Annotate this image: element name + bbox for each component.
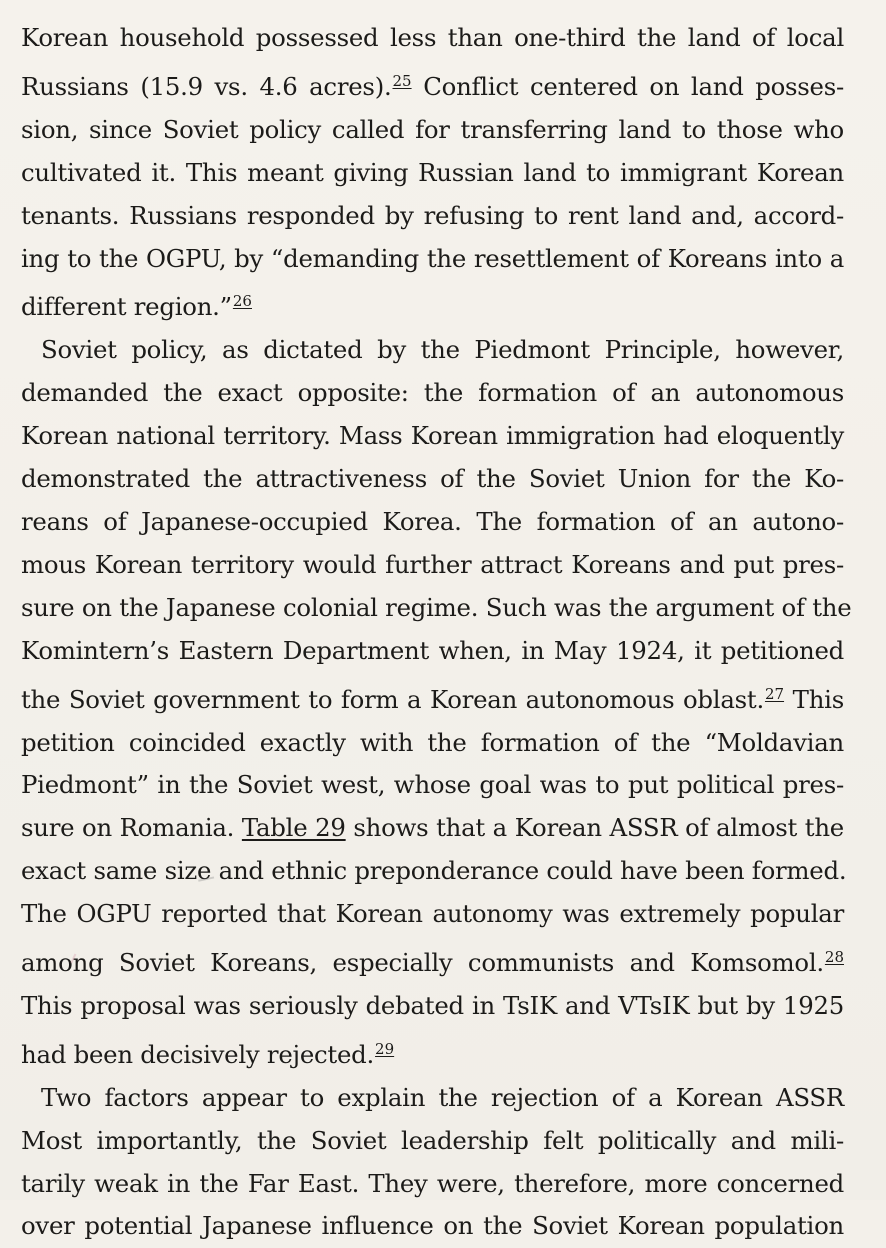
- text-line: exact same size and ethnic preponderance could have been formed.: [21, 856, 847, 886]
- text-segment: sure on Romania.: [21, 813, 242, 843]
- paragraph-1: [21, 17, 844, 329]
- text-line: reans of Japanese-occupied Korea. The formation of an autono-: [21, 506, 844, 536]
- text-line: [21, 1028, 844, 1077]
- paragraph-2: [21, 329, 852, 1076]
- footnote-ref-26[interactable]: 26: [232, 292, 252, 311]
- text-line: demanded the exact opposite: the formation of an autonomous: [21, 378, 844, 408]
- text-segment: different region.”: [21, 292, 232, 322]
- text-line: over potential Japanese influence on the Soviet Korean population: [21, 1211, 844, 1241]
- text-segment: Russians (15.9 vs. 4.6 acres).: [21, 71, 392, 101]
- text-line: [21, 280, 844, 329]
- text-line: Komintern’s Eastern Department when, in May 1924, it petitioned: [21, 635, 844, 665]
- text-segment: shows that a Korean ASSR of almost the: [345, 813, 844, 843]
- footnote-ref-29[interactable]: 29: [375, 1039, 395, 1058]
- table-29-link[interactable]: Table 29: [241, 813, 346, 843]
- text-line: ing to the OGPU, by “demanding the resettlement of Koreans into a: [21, 243, 844, 273]
- text-line: Soviet policy, as dictated by the Piedmont Principle, however,: [41, 335, 844, 365]
- text-line: Two factors appear to explain the rejection of a Korean ASSR: [41, 1082, 844, 1112]
- text-line: mous Korean territory would further attract Koreans and put pres-: [21, 549, 844, 579]
- text-line: Piedmont” in the Soviet west, whose goal was to put political pres-: [21, 770, 844, 800]
- text-line: [21, 807, 844, 850]
- text-line: [21, 673, 844, 722]
- footnote-ref-27[interactable]: 27: [764, 684, 785, 703]
- text-segment: Conflict centered on land posses-: [411, 71, 844, 101]
- footnote-ref-25[interactable]: 25: [392, 71, 412, 90]
- text-line: Most importantly, the Soviet leadership felt politically and mili-: [21, 1125, 844, 1155]
- text-line: cultivated it. This meant giving Russian land to immigrant Korean: [21, 157, 844, 187]
- text-line: sure on the Japanese colonial regime. Such was the argument of the: [21, 592, 852, 622]
- text-segment: This: [784, 684, 844, 714]
- text-line: The OGPU reported that Korean autonomy was extremely popular: [21, 899, 844, 929]
- paragraph-3: [21, 1077, 844, 1248]
- text-line: tenants. Russians responded by refusing to rent land and, accord-: [21, 200, 844, 230]
- text-line: tarily weak in the Far East. They were, therefore, more concerned: [21, 1168, 844, 1198]
- text-line: sion, since Soviet policy called for transferring land to those who: [21, 114, 844, 144]
- text-line: Korean household possessed less than one-third the land of local: [21, 23, 844, 52]
- text-line: [21, 60, 844, 109]
- text-line: petition coincided exactly with the formation of the “Moldavian: [21, 727, 844, 757]
- text-segment: among Soviet Koreans, especially communists and Komsomol.: [21, 948, 824, 978]
- text-line: [21, 936, 844, 985]
- text-segment: the Soviet government to form a Korean autonomous oblast.: [21, 684, 764, 714]
- text-line: demonstrated the attractiveness of the Soviet Union for the Ko-: [21, 464, 844, 494]
- body-text: [21, 17, 852, 1248]
- text-line: This proposal was seriously debated in TsIK and VTsIK but by 1925: [21, 990, 844, 1020]
- footnote-ref-28[interactable]: 28: [824, 948, 844, 967]
- text-line: Korean national territory. Mass Korean immigration had eloquently: [21, 421, 844, 451]
- text-segment: had been decisively rejected.: [21, 1039, 375, 1069]
